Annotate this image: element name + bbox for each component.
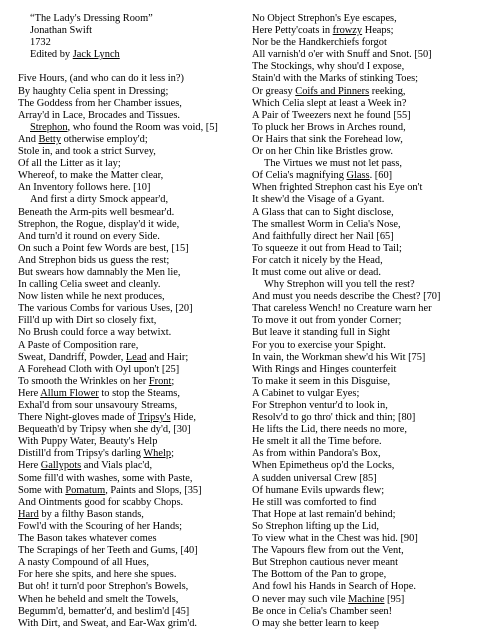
line-text: And bbox=[18, 133, 39, 145]
poem-line: The smallest Worm in Celia's Nose, bbox=[252, 218, 401, 230]
poem-line: He smelt it all the Time before. bbox=[252, 436, 382, 448]
poem-line: The Virtues we must not let pass, bbox=[264, 158, 402, 170]
poem-line: It must come out alive or dead. bbox=[252, 266, 381, 278]
poem-line: Fill'd up with Dirt so closely fixt, bbox=[18, 315, 157, 327]
poem-line: Exhal'd from sour unsavoury Streams, bbox=[18, 400, 178, 411]
poem-line: A Glass that can to Sight disclose, bbox=[252, 206, 394, 218]
poem-line: He still was comforted to find bbox=[252, 496, 377, 508]
poem-line: To view what in the Chest was hid. [90] bbox=[252, 533, 418, 545]
gloss-link[interactable]: Allum Flower bbox=[40, 387, 99, 399]
line-text: ; bbox=[171, 448, 174, 460]
poem-title: “The Lady's Dressing Room” bbox=[30, 13, 153, 24]
gloss-link[interactable]: Betty bbox=[38, 133, 62, 145]
poem-line: Of humane Evils upwards flew; bbox=[252, 484, 385, 496]
poem-line: No Brush could force a way betwixt. bbox=[18, 327, 172, 339]
poem-line: Strephon, the Rogue, display'd it wide, bbox=[18, 218, 180, 230]
poem-line bbox=[18, 412, 218, 424]
poem-line: The Scrapings of her Teeth and Gums, [40] bbox=[18, 545, 198, 557]
gloss-link[interactable]: Glass bbox=[346, 170, 370, 182]
gloss-link[interactable]: Front bbox=[148, 375, 172, 387]
poem-line: For Strephon ventur'd to look in, bbox=[252, 400, 388, 411]
poem-line bbox=[18, 352, 218, 364]
poem-line: Beneath the Arm-pits well besmear'd. bbox=[18, 206, 175, 218]
poem-line: In vain, the Workman shew'd his Wit [75] bbox=[252, 351, 426, 363]
poem-line: But Strephon cautious never meant bbox=[252, 557, 399, 569]
line-text: There Night-gloves made of bbox=[18, 412, 138, 424]
poem-line: Stain'd with the Marks of stinking Toes; bbox=[252, 73, 419, 85]
gloss-link[interactable]: Strephon bbox=[30, 121, 68, 133]
poem-line: O may she better learn to keep bbox=[252, 617, 379, 629]
line-text: Heaps; bbox=[362, 25, 394, 37]
poem-line bbox=[18, 376, 218, 388]
poem-line: But leave it standing full in Sight bbox=[252, 327, 390, 339]
line-text: Distill'd from Tripsy's darling bbox=[18, 448, 144, 460]
line-text: , who found the Room was void, [5] bbox=[67, 121, 218, 133]
poem-line: But swears how damnably the Men lie, bbox=[18, 266, 181, 278]
right-poem-lines bbox=[252, 13, 440, 630]
left-column bbox=[18, 13, 218, 630]
gloss-link[interactable]: Tripsy's bbox=[137, 412, 171, 424]
poem-line: Stole in, and took a strict Survey, bbox=[18, 146, 156, 158]
editor-credit bbox=[30, 49, 218, 61]
poem-line: That careless Wench! no Creature warn her bbox=[252, 303, 432, 315]
poem-line: And fowl his Hands in Search of Hope. bbox=[252, 581, 416, 593]
line-text: to stop the Steams, bbox=[98, 387, 180, 399]
poem-line: Or Hairs that sink the Forehead low, bbox=[252, 133, 403, 145]
poem-line: For here she spits, and here she spues. bbox=[18, 569, 177, 581]
poem-line: For catch it nicely by the Head, bbox=[252, 254, 383, 266]
right-column bbox=[252, 13, 440, 630]
line-text: by a filthy Bason stands, bbox=[38, 508, 144, 520]
line-text: , Paints and Slops, [35] bbox=[105, 484, 202, 496]
header-spacer bbox=[18, 61, 218, 73]
poem-line: So Strephon lifting up the Lid, bbox=[252, 520, 379, 532]
poem-line: And turn'd it round on every Side. bbox=[18, 230, 160, 242]
poem-line: To move it out from yonder Corner; bbox=[252, 315, 402, 327]
poem-line: With Dirt, and Sweat, and Ear-Wax grim'd. bbox=[18, 617, 198, 629]
poem-line: A sudden universal Crew [85] bbox=[252, 472, 377, 484]
document-header bbox=[30, 13, 218, 61]
poem-line: When frighted Strephon cast his Eye on't bbox=[252, 182, 423, 194]
line-text: and Vials plac'd, bbox=[81, 460, 153, 472]
poem-line: When he beheld and smelt the Towels, bbox=[18, 593, 179, 605]
poem-year: 1732 bbox=[30, 37, 51, 49]
poem-line: Resolv'd to go thro' thick and thin; [80] bbox=[252, 412, 416, 424]
gloss-link[interactable]: Pomatum bbox=[65, 484, 106, 496]
poem-line: And Strephon bids us guess the rest; bbox=[18, 254, 170, 266]
line-text: Here Petty'coats in bbox=[252, 25, 333, 37]
poem-line: The Bason takes whatever comes bbox=[18, 533, 157, 545]
line-text: Of Celia's magnifying bbox=[252, 170, 347, 182]
poem-line: He lifts the Lid, there needs no more, bbox=[252, 424, 407, 436]
line-text: O never may such vile bbox=[252, 593, 349, 605]
poem-line: Of all the Litter as it lay; bbox=[18, 158, 121, 170]
line-text: reeking, bbox=[369, 85, 406, 97]
poem-line bbox=[18, 448, 218, 460]
poem-line: And faithfully direct her Nail [65] bbox=[252, 230, 394, 242]
poem-line: Fowl'd with the Scouring of her Hands; bbox=[18, 520, 183, 532]
poem-line: By haughty Celia spent in Dressing; bbox=[18, 85, 169, 97]
poem-line: With Puppy Water, Beauty's Help bbox=[18, 436, 158, 448]
poem-line bbox=[18, 122, 218, 134]
line-text: and Hair; bbox=[146, 351, 189, 363]
poem-line: All varnish'd o'er with Snuff and Snot. [50] bbox=[252, 49, 432, 61]
poem-line: In calling Celia sweet and cleanly. bbox=[18, 279, 161, 291]
poem-line: As from within Pandora's Box, bbox=[252, 448, 381, 460]
poem-line: With Rings and Hinges counterfeit bbox=[252, 363, 397, 375]
poem-line: Five Hours, (and who can do it less in?) bbox=[18, 73, 184, 85]
poem-line: The Stockings, why shou'd I expose, bbox=[252, 61, 405, 73]
gloss-link[interactable]: frowzy bbox=[332, 25, 363, 37]
line-text: Hide, bbox=[170, 412, 196, 424]
gloss-link[interactable]: Whelp bbox=[143, 448, 172, 460]
poem-line bbox=[18, 509, 218, 521]
poem-line: A Pair of Tweezers next he found [55] bbox=[252, 109, 411, 121]
poem-line bbox=[252, 86, 440, 98]
poem-line: And Ointments good for scabby Chops. bbox=[18, 496, 184, 508]
poem-line bbox=[18, 460, 218, 472]
poem-line: It shew'd the Visage of a Gyant. bbox=[252, 194, 385, 206]
poem-line: No Object Strephon's Eye escapes, bbox=[252, 13, 397, 24]
poem-line: And first a dirty Smock appear'd, bbox=[30, 194, 169, 206]
poem-line bbox=[252, 25, 440, 37]
poem-line: On such a Point few Words are best, [15] bbox=[18, 242, 189, 254]
poem-line bbox=[18, 134, 218, 146]
editor-prefix: Edited by bbox=[30, 49, 73, 61]
poem-author: Jonathan Swift bbox=[30, 25, 93, 37]
poem-line: Nor be the Handkerchiefs forgot bbox=[252, 37, 387, 49]
poem-line bbox=[252, 594, 440, 606]
poem-line: Array'd in Lace, Brocades and Tissues. bbox=[18, 109, 181, 121]
poem-line: Whereof, to make the Matter clear, bbox=[18, 170, 164, 182]
poem-line bbox=[18, 388, 218, 400]
left-poem-lines bbox=[18, 73, 218, 629]
poem-line: A Forehead Cloth with Oyl upon't [25] bbox=[18, 363, 180, 375]
poem-line: To make it seem in this Disguise, bbox=[252, 375, 391, 387]
poem-line: Bequeath'd by Tripsy when she dy'd, [30] bbox=[18, 424, 191, 436]
line-text: . [60] bbox=[369, 170, 393, 182]
poem-line: To pluck her Brows in Arches round, bbox=[252, 121, 406, 133]
poem-line: A Cabinet to vulgar Eyes; bbox=[252, 387, 360, 399]
poem-line: The Vapours flew from out the Vent, bbox=[252, 545, 404, 557]
poem-line: To squeeze it out from Head to Tail; bbox=[252, 242, 402, 254]
editor-link[interactable]: Jack Lynch bbox=[72, 49, 120, 61]
poem-line bbox=[18, 485, 218, 497]
gloss-link[interactable]: Machine bbox=[348, 593, 385, 605]
poem-line: Why Strephon will you tell the rest? bbox=[264, 279, 415, 291]
line-text: Sweat, Dandriff, Powder, bbox=[18, 351, 126, 363]
poem-line: A Paste of Composition rare, bbox=[18, 339, 139, 351]
line-text: [95] bbox=[384, 593, 405, 605]
line-text: Here bbox=[18, 460, 41, 472]
poem-line bbox=[252, 170, 440, 182]
poem-line: The Goddess from her Chamber issues, bbox=[18, 97, 182, 109]
line-text: Here bbox=[18, 387, 41, 399]
poem-line: But oh! it turn'd poor Strephon's Bowels, bbox=[18, 581, 189, 593]
line-text: To smooth the Wrinkles on her bbox=[18, 375, 149, 387]
poem-line: Now listen while he next produces, bbox=[18, 291, 165, 303]
gloss-link[interactable]: Gallypots bbox=[40, 460, 82, 472]
line-text: Some with bbox=[18, 484, 66, 496]
poem-line: When Epimetheus op'd the Locks, bbox=[252, 460, 395, 472]
gloss-link[interactable]: Lead bbox=[125, 351, 147, 363]
poem-line: An Inventory follows here. [10] bbox=[18, 182, 151, 194]
poem-line: Some fill'd with washes, some with Paste, bbox=[18, 472, 193, 484]
gloss-link[interactable]: Coifs and Pinners bbox=[295, 85, 370, 97]
poem-line: Begumm'd, bematter'd, and beslim'd [45] bbox=[18, 605, 190, 617]
gloss-link[interactable]: Hard bbox=[18, 508, 39, 520]
poem-line: A nasty Compound of all Hues, bbox=[18, 557, 150, 569]
line-text: ; bbox=[171, 375, 175, 387]
line-text: Or greasy bbox=[252, 85, 296, 97]
poem-line: That Hope at last remain'd behind; bbox=[252, 508, 396, 520]
poem-line: Or on her Chin like Bristles grow. bbox=[252, 146, 394, 158]
poem-line: The various Combs for various Uses, [20] bbox=[18, 303, 193, 315]
poem-line: For you to exercise your Spight. bbox=[252, 339, 386, 351]
poem-line: Which Celia slept at least a Week in? bbox=[252, 97, 407, 109]
line-text: otherwise employ'd; bbox=[61, 133, 148, 145]
poem-line: And must you needs describe the Chest? [70] bbox=[252, 291, 441, 303]
poem-line: The Bottom of the Pan to grope, bbox=[252, 569, 387, 581]
poem-line: Be once in Celia's Chamber seen! bbox=[252, 605, 393, 617]
